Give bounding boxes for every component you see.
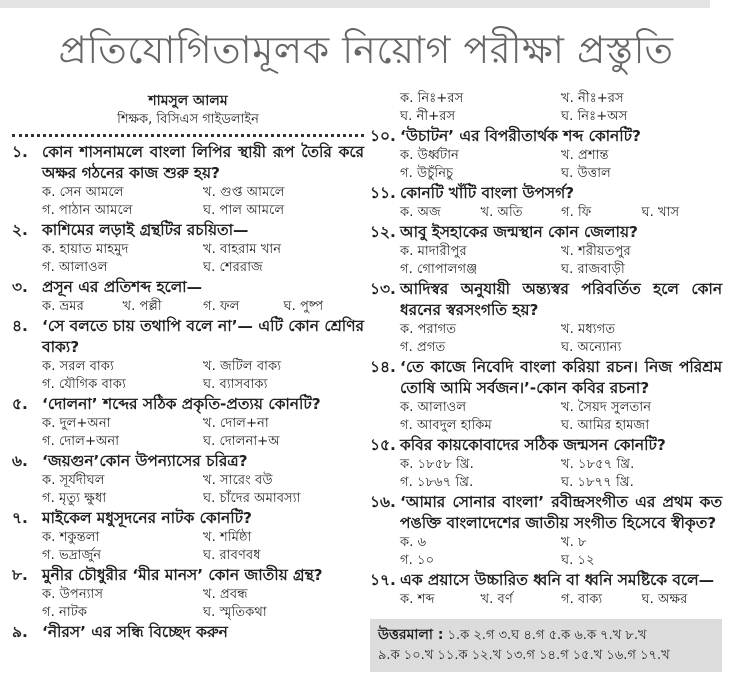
- answer-key: [370, 619, 722, 672]
- question-number: ৬.: [12, 452, 28, 470]
- options: [370, 204, 722, 222]
- option: খ. সৈয়দ সুলতান: [561, 400, 652, 415]
- question: [12, 508, 364, 529]
- option: খ. বাহরাম খান: [203, 242, 282, 257]
- option: খ. ১৮৫৭ খ্রি.: [561, 457, 635, 472]
- option: খ. প্রশান্ত: [561, 148, 609, 163]
- option: খ. শর্মিষ্ঠা: [203, 530, 252, 545]
- options: [370, 534, 722, 570]
- option: গ. প্রগত: [400, 340, 446, 355]
- options: [370, 243, 722, 279]
- question: [12, 316, 364, 358]
- options: [12, 529, 364, 565]
- dotted-divider: [12, 132, 364, 137]
- question: [370, 222, 722, 243]
- option: ক. সেন আমলে: [42, 185, 124, 200]
- page-title: প্রতিযোগিতামূলক নিয়োগ পরীক্ষা প্রস্তুতি: [58, 28, 674, 72]
- question-number: ১২.: [370, 223, 396, 241]
- author-name: শামসুল আলম: [148, 93, 228, 109]
- question: [370, 183, 722, 204]
- question: [370, 435, 722, 456]
- option: গ. আবদুল হাকিম: [400, 418, 492, 433]
- right-column: [370, 90, 722, 672]
- question: [370, 492, 722, 534]
- question: [370, 126, 722, 147]
- question-number: ৯.: [12, 623, 28, 641]
- options: [12, 241, 364, 277]
- question-text: প্রসূন এর প্রতিশব্দ হলো—: [42, 278, 203, 296]
- option: ঘ. ব্যাসবাক্য: [203, 377, 268, 392]
- option: ঘ. ১২: [561, 553, 595, 568]
- option: গ. যৌগিক বাক্য: [42, 377, 126, 392]
- option: ক. পরাগত: [400, 322, 457, 337]
- option: ঘ. ১৮৭৭ খ্রি.: [561, 475, 634, 490]
- question-number: ১০.: [370, 127, 396, 145]
- question: [12, 451, 364, 472]
- answer-key-line2: ৯.ক ১০.খ ১১.ক ১২.খ ১৩.গ ১৪.গ ১৫.খ ১৬.গ ১৭.খ: [378, 648, 670, 663]
- option: খ. নীঃ+রস: [561, 91, 624, 106]
- question-text: মুনীর চৌধুরীর ‘মীর মানস’ কোন জাতীয় গ্রন্থ?: [42, 566, 323, 584]
- options: [12, 184, 364, 220]
- options: [370, 90, 722, 126]
- option: ক. অজ: [400, 205, 441, 220]
- option: ক. ভ্রমর: [42, 299, 84, 314]
- option: গ. ১০: [400, 553, 435, 568]
- question-text: কবির কায়কোবাদের সঠিক জন্মসন কোনটি?: [400, 436, 666, 454]
- option: ক. শব্দ: [400, 592, 435, 607]
- question-text: ‘উচাটন’ এর বিপরীতার্থক শব্দ কোনটি?: [400, 127, 641, 145]
- options: [12, 358, 364, 394]
- left-question-list: [12, 142, 364, 643]
- option: খ. বর্ণ: [480, 592, 513, 607]
- option: ঘ. পুষ্প: [283, 299, 324, 314]
- question: [370, 570, 722, 591]
- question-text: আবু ইসহাকের জন্মস্থান কোন জেলায়?: [400, 223, 638, 241]
- question-number: ৪.: [12, 317, 28, 335]
- option: ঘ. উত্তাল: [561, 166, 611, 181]
- option: গ. বাক্য: [561, 592, 603, 607]
- question: [370, 279, 722, 321]
- option: গ. ফল: [203, 299, 240, 314]
- option: খ. শরীয়তপুর: [561, 244, 631, 259]
- right-question-list: [370, 90, 722, 609]
- question-number: ১৫.: [370, 436, 396, 454]
- question-text: কোন শাসনামলে বাংলা লিপির স্থায়ী রূপ তৈরি করে অক্ষর গঠনের কাজ শুরু হয়?: [42, 143, 364, 182]
- option: খ. অতি: [480, 205, 523, 220]
- question-number: ৫.: [12, 395, 28, 413]
- question-text: ‘সে বলতে চায় তথাপি বলে না’— এটি কোন শ্রেণির বাক্য?: [42, 317, 364, 356]
- option: খ. দোল+না: [203, 416, 269, 431]
- option: গ. গোপালগঞ্জ: [400, 262, 478, 277]
- option: খ. মধ্যগত: [561, 322, 616, 337]
- option: ক. হায়াত মাহমুদ: [42, 242, 129, 257]
- question-text: আদিস্বর অনুযায়ী অন্ত্যস্বর পরিবর্তিত হলে কোন ধরনের স্বরসংগতি হয়?: [400, 280, 722, 319]
- options: [370, 321, 722, 357]
- option: ঘ. স্মৃতিকথা: [203, 605, 267, 620]
- question-number: ১৩.: [370, 280, 396, 298]
- option: গ. উচুঁনিচু: [400, 166, 454, 181]
- options: [370, 456, 722, 492]
- option: গ. ভদ্রার্জুন: [42, 548, 102, 563]
- options: [12, 298, 364, 316]
- question-number: ৩.: [12, 278, 28, 296]
- option: গ. নাটক: [42, 605, 88, 620]
- option: ক. উর্ধ্বটান: [400, 148, 459, 163]
- question: [370, 357, 722, 399]
- question-number: ৭.: [12, 509, 28, 527]
- option: ঘ. খাস: [641, 205, 680, 220]
- question-number: ২.: [12, 221, 28, 239]
- question: [12, 622, 364, 643]
- question-text: ‘নীরস’ এর সন্ধি বিচ্ছেদ করুন: [42, 623, 228, 641]
- option: গ. আলাওল: [42, 260, 108, 275]
- option: ঘ. দোলনা+অ: [203, 434, 280, 449]
- option: ক. শকুন্তলা: [42, 530, 100, 545]
- option: ঘ. আমির হামজা: [561, 418, 650, 433]
- option: খ. সারেং বউ: [203, 473, 273, 488]
- option: খ. পল্লী: [122, 299, 162, 314]
- question-text: ‘জয়গুন’কোন উপন্যাসের চরিত্র?: [42, 452, 248, 470]
- option: ঘ. রাজবাড়ী: [561, 262, 625, 277]
- options: [12, 415, 364, 451]
- option: ক. ৬: [400, 535, 427, 550]
- option: ঘ. অক্ষর: [641, 592, 688, 607]
- option: ক. ১৮৫৮ খ্রি.: [400, 457, 474, 472]
- question: [12, 277, 364, 298]
- option: খ. জটিল বাক্য: [203, 359, 282, 374]
- left-column: [12, 90, 364, 643]
- option: ক. মাদারীপুর: [400, 244, 467, 259]
- question-text: ‘দোলনা’ শব্দের সঠিক প্রকৃতি-প্রত্যয় কোনটি?: [42, 395, 321, 413]
- question-number: ৮.: [12, 566, 28, 584]
- top-bar: [0, 0, 710, 8]
- question: [12, 394, 364, 415]
- options: [12, 586, 364, 622]
- answer-key-line1: ১.ক ২.গ ৩.ঘ ৪.গ ৫.ক ৬.ক ৭.খ ৮.খ: [447, 628, 647, 643]
- question-number: ১৭.: [370, 571, 396, 589]
- option: গ. ফি: [561, 205, 592, 220]
- question-text: কোনটি খাঁটি বাংলা উপসর্গ?: [400, 184, 575, 202]
- option: খ. গুপ্ত আমলে: [203, 185, 285, 200]
- option: গ. পাঠান আমলে: [42, 203, 133, 218]
- options: [370, 399, 722, 435]
- question-number: ১.: [12, 143, 28, 161]
- options: [370, 147, 722, 183]
- option: ক. দুল+অনা: [42, 416, 111, 431]
- option: ক. সরল বাক্য: [42, 359, 114, 374]
- question-text: মাইকেল মধুসূদনের নাটক কোনটি?: [42, 509, 252, 527]
- option: ঘ. নী+রস: [400, 109, 456, 124]
- option: গ. মৃত্যু ক্ষুধা: [42, 491, 107, 506]
- option: ক. আলাওল: [400, 400, 467, 415]
- question-text: ‘তে কাজে নিবেদি বাংলা করিয়া রচন। নিজ পরিশ্রম তোষি আমি সর্বজন।’-কোন কবির রচনা?: [400, 358, 722, 397]
- option: খ. প্রবন্ধ: [203, 587, 248, 602]
- question-number: ১৪.: [370, 358, 396, 376]
- question-text: ‘আমার সোনার বাংলা’ রবীন্দ্রসংগীত এর প্রথম কত পঙক্তি বাংলাদেশের জাতীয় সংগীত হিসেবে স্বীকৃত?: [400, 493, 722, 532]
- option: ঘ. পাল আমলে: [203, 203, 285, 218]
- option: ঘ. চাঁদের অমাবস্যা: [203, 491, 301, 506]
- option: খ. ৮: [561, 535, 587, 550]
- option: ক. উপন্যাস: [42, 587, 104, 602]
- question-text: কাশিমের লড়াই গ্রন্থটির রচয়িতা—: [42, 221, 249, 239]
- option: গ. ১৮৬৭ খ্রি.: [400, 475, 474, 490]
- question: [12, 565, 364, 586]
- question-text: এক প্রয়াসে উচ্চারিত ধ্বনি বা ধ্বনি সমষ্টিকে বলে—: [400, 571, 715, 589]
- author-role: শিক্ষক, বিসিএস গাইডলাইন: [117, 112, 259, 127]
- option: ঘ. নিঃ+অস: [561, 109, 628, 124]
- options: [12, 472, 364, 508]
- question: [12, 142, 364, 184]
- option: ঘ. অন্যোন্য: [561, 340, 622, 355]
- question: [12, 220, 364, 241]
- question-number: ১৬.: [370, 493, 396, 511]
- question-number: ১১.: [370, 184, 396, 202]
- option: ক. সূর্যদীঘল: [42, 473, 105, 488]
- option: ক. নিঃ+রস: [400, 91, 464, 106]
- option: ঘ. রাবণবধ: [203, 548, 261, 563]
- option: ঘ. শেররাজ: [203, 260, 263, 275]
- options: [370, 591, 722, 609]
- answer-key-label: উত্তরমালা :: [378, 627, 444, 643]
- option: গ. দোল+অনা: [42, 434, 120, 449]
